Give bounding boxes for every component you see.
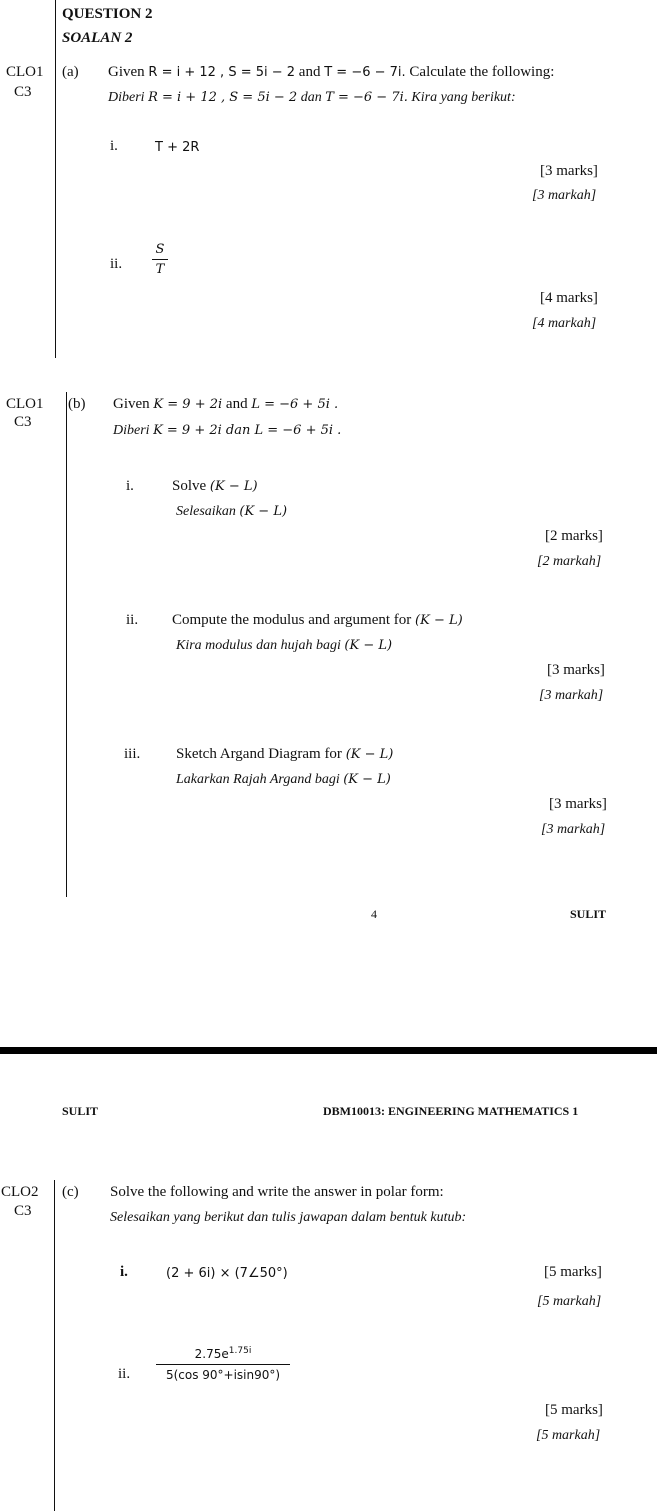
margin-line <box>55 0 56 358</box>
page-separator <box>0 1047 657 1054</box>
page-number: 4 <box>371 907 377 921</box>
part-b-stem <box>113 396 338 413</box>
marks: [5 marks] <box>544 1264 602 1280</box>
marks: [3 marks] <box>549 796 607 812</box>
part-a-stem <box>108 64 554 81</box>
numerator: S <box>155 242 165 257</box>
stem-text: Diberi <box>113 423 150 438</box>
subpart-label: ii. <box>110 256 123 272</box>
level-label: C3 <box>14 414 32 430</box>
numerator <box>156 1346 290 1361</box>
subpart-label: ii. <box>118 1366 131 1382</box>
part-c-stem-malay: Selesaikan yang berikut dan tulis jawapan dalam bentuk kutub: <box>110 1210 467 1225</box>
stem-text: Given <box>108 64 145 80</box>
markah: [3 markah] <box>539 688 604 703</box>
subpart-text-malay <box>176 504 287 520</box>
fraction <box>152 242 168 277</box>
stem-text: dan <box>300 90 322 105</box>
marks: [4 marks] <box>540 290 598 306</box>
part-a-stem-malay <box>108 90 516 106</box>
numerator-exponent: 1.75i <box>228 1346 252 1356</box>
marks: [3 marks] <box>540 163 598 179</box>
markah: [5 markah] <box>537 1294 602 1309</box>
fraction <box>156 1346 290 1382</box>
stem-text: Diberi <box>108 90 145 105</box>
expression: (K − L) <box>344 638 393 653</box>
stem-math: T = −6 − 7i. <box>325 90 408 105</box>
markah: [4 markah] <box>532 316 597 331</box>
part-label: (c) <box>62 1184 79 1200</box>
markah: [3 markah] <box>541 822 606 837</box>
question-title: QUESTION 2 <box>62 6 153 22</box>
question-text: Kira modulus dan hujah bagi <box>176 638 341 653</box>
question-title-malay: SOALAN 2 <box>62 30 133 46</box>
subpart-label: iii. <box>124 746 141 762</box>
part-label: (a) <box>62 64 79 80</box>
question-text: Compute the modulus and argument for <box>172 612 412 628</box>
stem-text: Given <box>113 396 150 412</box>
expression: (K − L) <box>415 613 463 628</box>
expression: (K − L) <box>345 747 394 762</box>
clo-label: CLO2 <box>1 1184 39 1200</box>
expression: (2 + 6i) × (7∠50°) <box>166 1266 288 1281</box>
clo-label: CLO1 <box>6 64 44 80</box>
question-text: Sketch Argand Diagram for <box>176 746 342 762</box>
marks: [3 marks] <box>547 662 605 678</box>
expression: (K − L) <box>239 504 288 519</box>
header-course: DBM10013: ENGINEERING MATHEMATICS 1 <box>323 1104 579 1118</box>
part-b-stem-malay <box>113 423 341 439</box>
stem-text: Kira yang berikut: <box>411 90 516 105</box>
expression: (K − L) <box>343 772 391 787</box>
subpart-text-malay <box>176 638 392 654</box>
question-text: Lakarkan Rajah Argand bagi <box>176 772 340 787</box>
footer-sulit: SULIT <box>570 907 607 921</box>
stem-math: K = 9 + 2i dan L = −6 + 5i . <box>153 423 342 438</box>
marks: [5 marks] <box>545 1402 603 1418</box>
denominator: T <box>155 262 165 277</box>
stem-math: T = −6 − 7i. <box>324 65 406 80</box>
question-text: Selesaikan <box>176 504 236 519</box>
stem-text: Calculate the following: <box>409 64 555 80</box>
stem-math: R = i + 12 , S = 5i − 2 <box>148 90 298 105</box>
clo-label: CLO1 <box>6 396 44 412</box>
expression: T + 2R <box>155 140 200 155</box>
header-sulit: SULIT <box>62 1104 99 1118</box>
fraction-bar <box>156 1364 290 1365</box>
subpart-label: i. <box>120 1264 128 1280</box>
subpart-text <box>176 746 393 763</box>
question-text: Solve <box>172 478 207 494</box>
expression: (K − L) <box>209 479 258 494</box>
markah: [3 markah] <box>532 188 597 203</box>
part-label: (b) <box>68 396 86 412</box>
level-label: C3 <box>14 1203 32 1219</box>
margin-line <box>66 392 67 897</box>
stem-math: K = 9 + 2i <box>153 397 223 412</box>
stem-math: L = −6 + 5i . <box>251 397 339 412</box>
subpart-label: i. <box>110 138 118 154</box>
stem-math: R = i + 12 , S = 5i − 2 <box>148 65 296 80</box>
subpart-label: i. <box>126 478 134 494</box>
subpart-label: ii. <box>126 612 139 628</box>
subpart-text <box>172 612 463 629</box>
stem-text: and <box>298 64 321 80</box>
stem-text: and <box>225 396 248 412</box>
margin-line <box>54 1180 55 1511</box>
fraction-bar <box>152 259 168 260</box>
numerator-base: 2.75e <box>194 1347 229 1361</box>
subpart-text-malay <box>176 772 391 788</box>
level-label: C3 <box>14 84 32 100</box>
part-c-stem: Solve the following and write the answer in polar form: <box>110 1184 444 1200</box>
markah: [5 markah] <box>536 1428 601 1443</box>
subpart-text <box>172 478 258 495</box>
marks: [2 marks] <box>545 528 603 544</box>
denominator: 5(cos 90°+isin90°) <box>165 1368 281 1382</box>
markah: [2 markah] <box>537 554 602 569</box>
